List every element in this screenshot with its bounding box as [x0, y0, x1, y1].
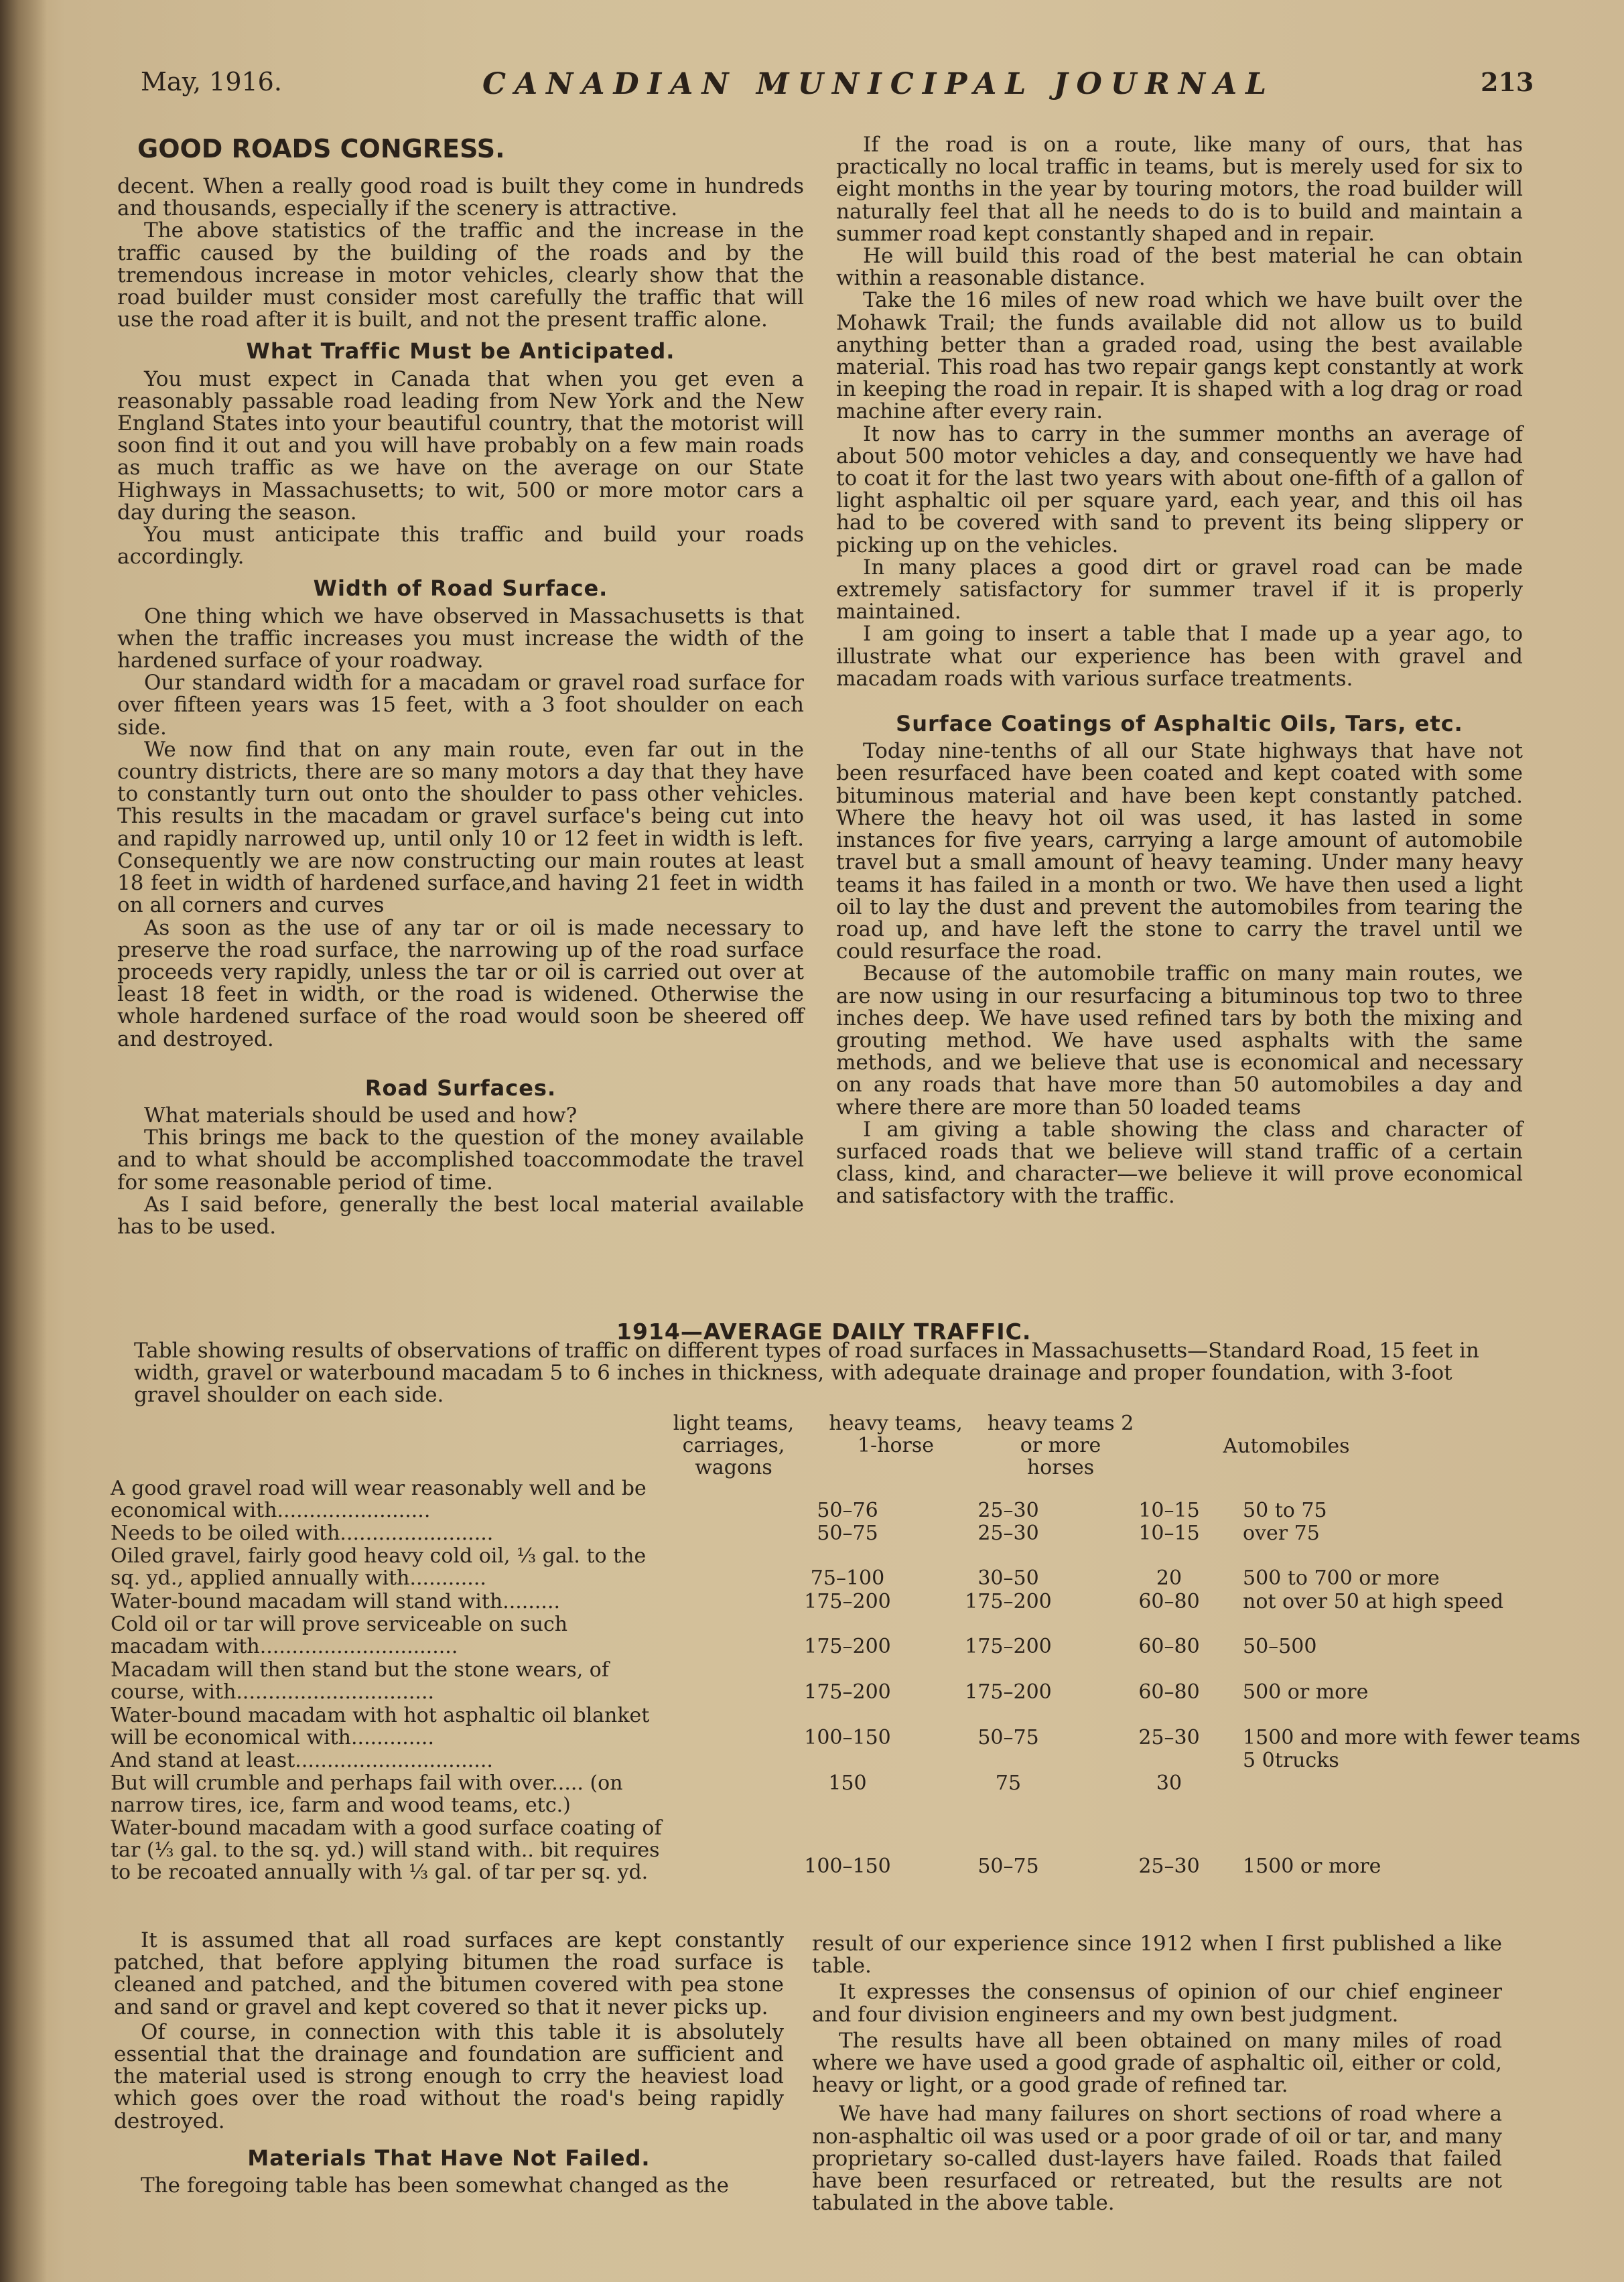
- cell-heavy1: 50–75: [977, 1726, 1039, 1749]
- paragraph: The above statistics of the traffic and the increase in the traffic caused by the building of the roads and by the tremendous increase in motor vehicles, clearly show that the road builder must consider most carefully the traffic that will use the road after it is built, and not the present traffic alone.: [117, 218, 804, 332]
- cell-light: 75–100: [810, 1566, 885, 1590]
- paragraph: The results have all been obtained on many miles of road where we have used a good grade of asphaltic oil, either or cold, heavy or light, or a good grade of refined tar.: [812, 2028, 1502, 2098]
- section-title: GOOD ROADS CONGRESS.: [137, 134, 505, 163]
- table-row: [111, 1659, 1517, 1703]
- row-label: A good gravel road will wear reasonably well and be economical with........................: [111, 1477, 647, 1522]
- paragraph: He will build this road of the best material he can obtain within a reasonable distance.: [836, 244, 1523, 291]
- table-header-automobiles: Automobiles: [1223, 1434, 1350, 1458]
- table-row: [111, 1613, 1517, 1658]
- table-row: [111, 1749, 1517, 1771]
- subheading: What Traffic Must be Anticipated.: [246, 338, 675, 364]
- journal-title: CANADIAN MUNICIPAL JOURNAL: [482, 67, 1276, 101]
- row-label: Water-bound macadam with hot asphaltic oil blanket will be economical with.............: [111, 1704, 650, 1749]
- cell-auto: not over 50 at high speed: [1243, 1590, 1504, 1613]
- cell-light: 150: [828, 1771, 867, 1795]
- row-label: Cold oil or tar will prove serviceable on such macadam with...............................: [111, 1613, 568, 1658]
- cell-heavy1: 75: [995, 1771, 1022, 1795]
- cell-auto: over 75: [1243, 1522, 1320, 1545]
- table-row: [111, 1704, 1580, 1749]
- table-row: [111, 1522, 1517, 1544]
- paragraph: If the road is on a route, like many of ours, that has practically no local traffic in teams, but is merely used for six to eight months in the year by touring motors, the road builder will naturally feel that all he needs to do is to build and maintain a summer road kept constantly shaped and in repair.: [836, 133, 1523, 246]
- subheading: Surface Coatings of Asphaltic Oils, Tars, etc.: [896, 711, 1463, 737]
- table-row: [111, 1591, 1517, 1613]
- cell-heavy1: 25–30: [977, 1522, 1039, 1545]
- table-row: [111, 1545, 1517, 1589]
- cell-light: 175–200: [804, 1590, 891, 1613]
- paragraph: One thing which we have observed in Massachusetts is that when the traffic increases you must increase the width of the hardened surface of your roadway.: [117, 604, 804, 673]
- paragraph: The foregoing table has been somewhat changed as the: [141, 2173, 729, 2198]
- paragraph: decent. When a really good road is built they come in hundreds and thousands, especially if the scenery is attractive.: [117, 174, 804, 221]
- cell-heavy2: 10–15: [1138, 1522, 1200, 1545]
- cell-heavy1: 25–30: [977, 1499, 1039, 1522]
- cell-light: 175–200: [804, 1635, 891, 1658]
- page-number: 213: [1481, 67, 1534, 97]
- subheading: Materials That Have Not Failed.: [247, 2145, 651, 2171]
- paragraph: It expresses the consensus of opinion of our chief engineer and four division engineers and my own best judgment.: [812, 1980, 1502, 2027]
- left-column: [117, 176, 804, 1238]
- row-label: Water-bound macadam will stand with.........: [111, 1590, 561, 1613]
- row-label: Macadam will then stand but the stone wears, of course, with...............................: [111, 1658, 609, 1704]
- row-label: Needs to be oiled with........................: [111, 1522, 494, 1545]
- paragraph: Take the 16 miles of new road which we have built over the Mohawk Trail; the funds available did not allow us to build anything better than a graded road, using the best available material. This road has two repair gangs kept constantly at work in keeping the road in repair. It is shaped with a log drag or road machine after every rain.: [836, 288, 1523, 424]
- paragraph: Because of the automobile traffic on many main routes, we are now using in our resurfacing a bituminous top two to three inches deep. We have used refined tars by both the mixing and grouting method. We have used asphalts with the same methods, and we believe that use is economical and necessary on any roads that have more than 50 automobiles a day and where there are more than 50 loaded teams: [836, 961, 1523, 1120]
- bottom-left-column: [114, 1930, 784, 2197]
- row-label: Water-bound macadam with a good surface coating of tar (⅓ gal. to the sq. yd.) will stand with.. bit requires to be recoated annually with ⅓ gal. of tar per sq. yd.: [111, 1816, 662, 1884]
- table-title: 1914—AVERAGE DAILY TRAFFIC.: [616, 1319, 1032, 1345]
- cell-heavy2: 60–80: [1138, 1680, 1200, 1704]
- table-header-heavy-2horse: heavy teams 2 or more horses: [987, 1412, 1134, 1479]
- paragraph: I am giving a table showing the class and character of surfaced roads that we believe will stand traffic of a certain class, kind, and character—we believe it will prove economical and satisfactory with the traffic.: [836, 1117, 1523, 1209]
- cell-light: 175–200: [804, 1680, 891, 1704]
- row-label: Oiled gravel, fairly good heavy cold oil, ⅓ gal. to the sq. yd., applied annually with............: [111, 1544, 647, 1590]
- cell-heavy1: 30–50: [977, 1566, 1039, 1590]
- paragraph: What materials should be used and how?: [144, 1103, 578, 1128]
- paragraph: You must anticipate this traffic and build your roads accordingly.: [117, 523, 804, 569]
- issue-date: May, 1916.: [141, 67, 282, 96]
- cell-light: 50–76: [817, 1499, 878, 1522]
- row-label: And stand at least...............................: [111, 1749, 493, 1772]
- subheading: Road Surfaces.: [364, 1075, 557, 1101]
- cell-heavy1: 50–75: [977, 1855, 1039, 1878]
- table-row: [111, 1772, 1517, 1816]
- paragraph: Our standard width for a macadam or gravel road surface for over fifteen years was 15 feet, with a 3 foot shoulder on each side.: [117, 671, 804, 740]
- cell-auto: 500 to 700 or more: [1243, 1566, 1440, 1590]
- table-header-light-teams: light teams, carriages, wagons: [673, 1412, 795, 1479]
- subheading: Width of Road Surface.: [313, 576, 608, 602]
- cell-auto: 50–500: [1243, 1635, 1317, 1658]
- table-row: [111, 1817, 1517, 1905]
- paragraph: It now has to carry in the summer months an average of about 500 motor vehicles a day, and consequently we have had to coat it for the last two years with about one-fifth of a gallon of light asphaltic oil per square yard, each year, and this oil has had to be covered with sand to prevent its being slippery or picking up on the vehicles.: [836, 421, 1523, 557]
- cell-light: 100–150: [804, 1726, 891, 1749]
- paragraph: Today nine-tenths of all our State highways that have not been resurfaced have been coated and kept coated with some bituminous material and have been kept constantly patched. Where the heavy hot oil was used, it has lasted in some instances for five years, carrying a large amount of automobile travel but a small amount of heavy teaming. Under many heavy teams it has failed in a month or two. We have then used a light oil to lay the dust and prevent the automobiles from tearing the road up, and have left the stone to carry the travel until we could resurface the road.: [836, 739, 1523, 964]
- paragraph: We have had many failures on short sections of road where a non-asphaltic oil was used or a poor grade of oil or tar, and many proprietary so-called dust-layers have failed. Roads that failed have been resurfaced or retreated, but the results are not tabulated in the above table.: [812, 2102, 1502, 2216]
- cell-heavy2: 20: [1156, 1566, 1182, 1590]
- paragraph: You must expect in Canada that when you get even a reasonably passable road leading from New York and the New England States into your beautiful country, that the motorist will soon find it out and you will have probably on a few main roads as much traffic as we have on the average on our State Highways in Massachusetts; to wit, 500 or more motor cars a day during the season.: [117, 366, 804, 525]
- cell-auto: 500 or more: [1243, 1680, 1369, 1704]
- paragraph: As soon as the use of any tar or oil is made necessary to preserve the road surface, the narrowing up of the road surface proceeds very rapidly, unless the tar or oil is carried out over at least 18 feet in width, or the road is widened. Otherwise the whole hardened surface of the road would soon be sheered off and destroyed.: [117, 915, 804, 1051]
- cell-heavy1: 175–200: [965, 1635, 1052, 1658]
- cell-heavy2: 60–80: [1138, 1590, 1200, 1613]
- book-spine-shadow: [0, 0, 47, 2282]
- cell-auto: 5 0trucks: [1243, 1749, 1339, 1772]
- paragraph: This brings me back to the question of the money available and to what should be accomplished toaccommodate the travel for some reasonable period of time.: [117, 1126, 804, 1195]
- paragraph: Of course, in connection with this table it is absolutely essential that the drainage and foundation are sufficient and the material used is strong enough to crry the heaviest load which goes over the road without the road's being rapidly destroyed.: [114, 2019, 784, 2133]
- row-label: But will crumble and perhaps fail with over..... (on narrow tires, ice, farm and wood teams, etc.): [111, 1771, 623, 1817]
- cell-light: 100–150: [804, 1855, 891, 1878]
- paragraph: It is assumed that all road surfaces are kept constantly patched, that before applying bitumen the road surface is cleaned and patched, and the bitumen covered with pea stone and sand or gravel and kept covered so that it never picks up.: [114, 1928, 784, 2019]
- table-caption: Table showing results of observations of traffic on different types of road surfaces in Massachusetts—Standard Road, 15 feet in width, gravel or waterbound macadam 5 to 6 inches in thickness, with adequate drainage and proper foundation, with 3-foot gravel shoulder on each side.: [134, 1339, 1479, 1407]
- table-row: [111, 1477, 1517, 1522]
- cell-heavy1: 175–200: [965, 1590, 1052, 1613]
- cell-heavy2: 25–30: [1138, 1855, 1200, 1878]
- paragraph: As I said before, generally the best local material available has to be used.: [117, 1192, 804, 1239]
- cell-heavy2: 25–30: [1138, 1726, 1200, 1749]
- cell-auto: 50 to 75: [1243, 1499, 1327, 1522]
- cell-heavy2: 10–15: [1138, 1499, 1200, 1522]
- paragraph: In many places a good dirt or gravel road can be made extremely satisfactory for summer travel if it is properly maintained.: [836, 555, 1523, 624]
- right-column: [836, 134, 1523, 1208]
- table-header-heavy-1horse: heavy teams, 1-horse: [829, 1412, 963, 1457]
- paragraph: result of our experience since 1912 when I first published a like table.: [812, 1932, 1502, 1978]
- cell-heavy2: 30: [1156, 1771, 1182, 1795]
- paragraph: I am going to insert a table that I made up a year ago, to illustrate what our experience has been with gravel and macadam roads with various surface treatments.: [836, 622, 1523, 691]
- paragraph: We now find that on any main route, even far out in the country districts, there are so many motors a day that they have to constantly turn out onto the shoulder to pass other vehicles. This results in the macadam or gravel surface's being cut into and rapidly narrowed up, until only 10 or 12 feet in width is left. Consequently we are now constructing our main routes at least 18 feet in width of hardened surface,and having 21 feet in width on all corners and curves: [117, 737, 804, 918]
- cell-heavy2: 60–80: [1138, 1635, 1200, 1658]
- cell-auto: 1500 or more: [1243, 1855, 1381, 1878]
- cell-heavy1: 175–200: [965, 1680, 1052, 1704]
- cell-light: 50–75: [817, 1522, 878, 1545]
- bottom-right-column: [812, 1933, 1502, 2214]
- cell-auto: 1500 and more with fewer teams: [1243, 1726, 1580, 1749]
